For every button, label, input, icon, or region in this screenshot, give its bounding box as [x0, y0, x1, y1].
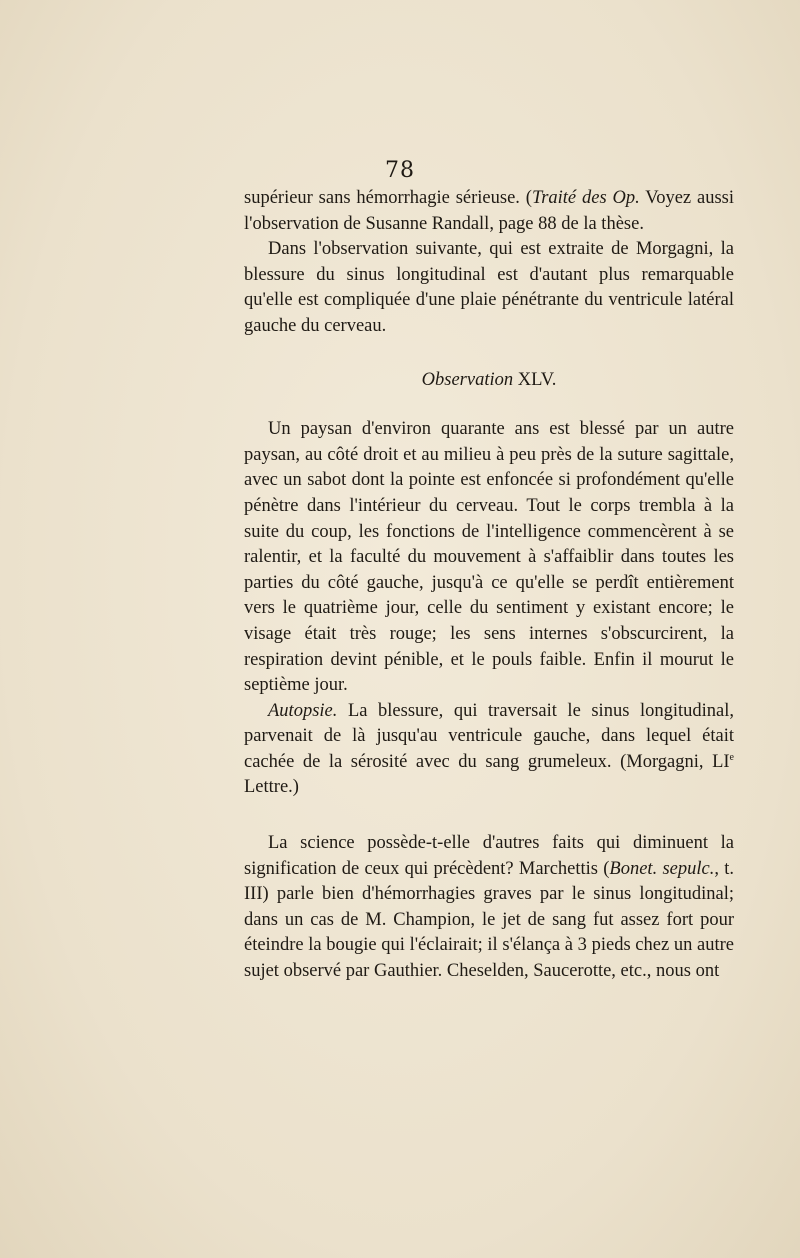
text-run: La science possède-t-elle d'autres faits qui diminuent la signification de ceux qui précèdent? Marchettis (	[244, 833, 734, 879]
reference-title: Traité des Op.	[531, 188, 640, 208]
observation-number: XLV.	[513, 369, 557, 390]
autopsy-label: Autopsie.	[268, 700, 338, 721]
paragraph-observation: Un paysan d'environ quarante ans est blessé par un autre paysan, au côté droit et au milieu à peu près de la suture sagittale, avec un sabot dont la pointe est enfoncée si profondément qu'elle pénètre dans l'intérieur du cerveau. Tout le corps trembla à la suite du coup, les fonctions de l'intelligence commencèrent à se ralentir, et la faculté du mouvement à s'affaiblir dans toutes les parties du côté gauche, jusqu'à ce qu'elle se perdît entièrement vers le quatrième jour, celle du sentiment y existant encore; le visage était très rouge; les sens internes s'obscurcirent, la respiration devint pénible, et le pouls faible. Enfin il mourut le septième jour.	[244, 419, 734, 696]
text-run: Lettre.)	[244, 777, 299, 798]
paragraph-discussion	[244, 831, 734, 985]
spacer	[244, 407, 734, 417]
page-number: 78	[385, 158, 415, 183]
observation-heading	[244, 368, 734, 394]
reference-title: Bonet. sepulc.	[609, 858, 715, 879]
paragraph-continuation	[244, 186, 734, 237]
body-text	[244, 186, 734, 985]
paragraph-autopsy	[244, 699, 734, 801]
superscript: e	[729, 751, 734, 763]
text-run: Voyez aussi l'observation de Susanne Randall, page 88 de la thèse.	[244, 188, 734, 234]
text-run: supérieur sans hémorrhagie sérieuse. (	[244, 188, 532, 208]
paragraph-intro: Dans l'observation suivante, qui est extraite de Morgagni, la blessure du sinus longitudinal est d'autant plus remarquable qu'elle est compliquée d'une plaie pénétrante du ventricule latéral gauche du cerveau.	[244, 239, 734, 336]
spacer	[244, 801, 734, 831]
spacer	[244, 340, 734, 360]
text-run: , t. III) parle bien d'hémorrhagies graves par le sinus longitudinal; dans un cas de M. Champion, le jet de sang fut assez fort pour éteindre la bougie qui l'éclairait; il s'élança à 3 pieds chez un autre sujet observé par Gauthier. Cheselden, Saucerotte, etc., nous ont	[244, 858, 734, 982]
text-run: La blessure, qui traversait le sinus longitudinal, parvenait de là jusqu'au ventricule gauche, dans lequel était cachée de la sérosité avec du sang grumeleux. (Morgagni, LI	[244, 700, 734, 772]
observation-label: Observation	[421, 369, 514, 390]
